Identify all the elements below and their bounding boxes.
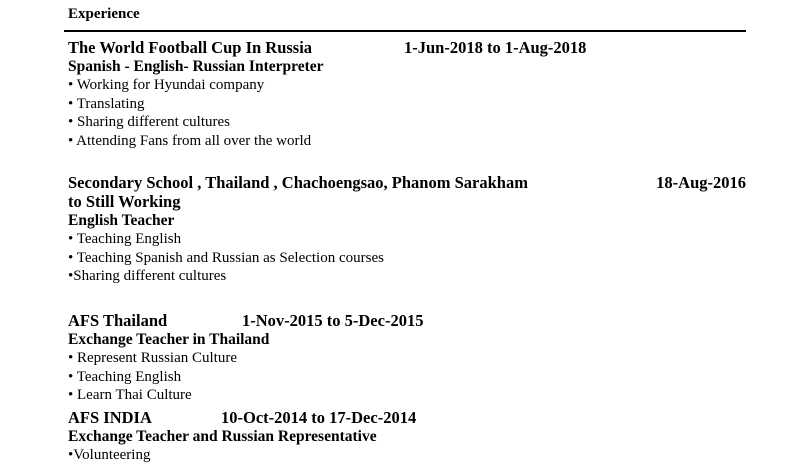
experience-entry-secondary-school xyxy=(68,173,746,286)
section-title: Experience xyxy=(68,6,140,22)
entry-bullet: • Teaching English xyxy=(68,368,182,385)
section-rule xyxy=(64,30,746,32)
entry-bullet: •Sharing different cultures xyxy=(68,268,227,284)
entry-header xyxy=(68,311,746,330)
entry-bullet: • Translating xyxy=(68,95,145,112)
entry-bullet: • Sharing different cultures xyxy=(68,114,231,130)
entry-title: AFS INDIA xyxy=(68,408,152,427)
entry-header xyxy=(68,173,746,192)
entry-dates: 18-Aug-2016 xyxy=(656,173,746,192)
entry-bullet: • Learn Thai Culture xyxy=(68,387,192,403)
entry-title: The World Football Cup In Russia xyxy=(68,38,313,57)
entry-dates: 1-Nov-2015 to 5-Dec-2015 xyxy=(242,311,424,330)
entry-role: Exchange Teacher in Thailand xyxy=(68,331,270,348)
entry-dates: 1-Jun-2018 to 1-Aug-2018 xyxy=(404,38,587,57)
experience-entry-world-cup xyxy=(68,38,746,150)
entry-title-continuation: to Still Working xyxy=(68,192,181,211)
entry-bullet: • Working for Hyundai company xyxy=(68,77,265,93)
entry-title: Secondary School , Thailand , Chachoengsao, Phanom Sarakham xyxy=(68,173,528,192)
entry-bullet: •Volunteering xyxy=(68,447,151,463)
entry-role: Exchange Teacher and Russian Representative xyxy=(68,428,377,445)
entry-dates: 10-Oct-2014 to 17-Dec-2014 xyxy=(221,408,417,427)
entry-role: English Teacher xyxy=(68,212,175,229)
entry-header xyxy=(68,38,746,57)
experience-entry-afs-india xyxy=(68,408,746,465)
entry-bullet: • Attending Fans from all over the world xyxy=(68,132,312,149)
entry-bullet: • Represent Russian Culture xyxy=(68,350,237,366)
entry-header xyxy=(68,408,746,427)
entry-bullet: • Teaching Spanish and Russian as Selection courses xyxy=(68,249,384,266)
experience-entry-afs-thailand xyxy=(68,311,746,405)
entry-bullet: • Teaching English xyxy=(68,231,182,247)
entry-role: Spanish - English- Russian Interpreter xyxy=(68,58,324,75)
entry-title: AFS Thailand xyxy=(68,311,168,330)
